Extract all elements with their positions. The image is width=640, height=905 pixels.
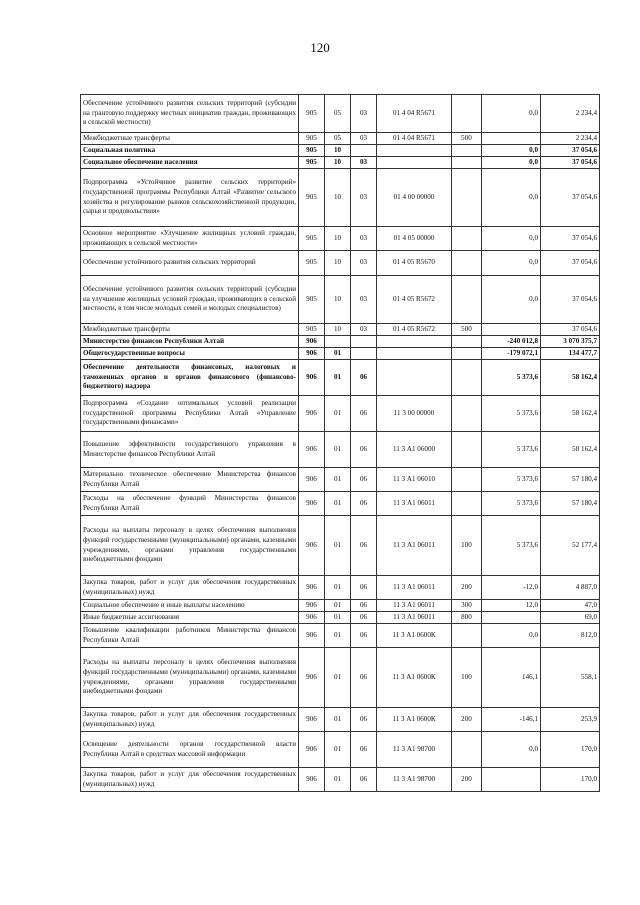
row-subsection-code — [351, 348, 377, 360]
row-amount-change — [482, 612, 541, 624]
row-amount-total: 37 054,6 — [541, 157, 600, 169]
row-target-article: 11 3 А1 06011 — [377, 516, 452, 576]
row-section-code: 01 — [325, 396, 351, 432]
row-grbs-code: 906 — [299, 612, 325, 624]
row-subsection-code: 03 — [351, 251, 377, 276]
row-amount-total: 170,0 — [541, 732, 600, 768]
row-subsection-code: 03 — [351, 95, 377, 133]
row-grbs-code: 905 — [299, 157, 325, 169]
row-amount-change: 5 373,6 — [482, 492, 541, 516]
row-expense-type: 800 — [452, 612, 482, 624]
row-name: Социальная политика — [81, 145, 299, 157]
row-expense-type — [452, 348, 482, 360]
row-expense-type — [452, 732, 482, 768]
row-amount-total: 37 054,6 — [541, 227, 600, 251]
table-row — [81, 600, 600, 612]
row-name: Повышение квалификации работников Министерства финансов Республики Алтай — [81, 624, 299, 648]
row-amount-change: 5 373,6 — [482, 360, 541, 396]
row-amount-total: 47,0 — [541, 600, 600, 612]
row-subsection-code: 03 — [351, 276, 377, 324]
row-section-code: 01 — [325, 612, 351, 624]
row-grbs-code: 906 — [299, 492, 325, 516]
row-amount-change: 5 373,6 — [482, 516, 541, 576]
row-grbs-code: 905 — [299, 145, 325, 157]
row-section-code: 01 — [325, 492, 351, 516]
table-row — [81, 396, 600, 432]
row-expense-type — [452, 169, 482, 227]
row-subsection-code: 06 — [351, 396, 377, 432]
row-section-code: 10 — [325, 145, 351, 157]
row-amount-total: 170,0 — [541, 768, 600, 792]
table-row — [81, 348, 600, 360]
row-target-article: 11 3 А1 06000 — [377, 432, 452, 468]
row-amount-total: 37 054,6 — [541, 324, 600, 336]
row-target-article: 11 3 А1 06010 — [377, 468, 452, 492]
row-amount-change: -12,0 — [482, 576, 541, 600]
row-amount-change: 0,0 — [482, 251, 541, 276]
table-row — [81, 432, 600, 468]
row-subsection-code: 06 — [351, 708, 377, 732]
row-section-code: 01 — [325, 648, 351, 708]
row-amount-total: 58 162,4 — [541, 360, 600, 396]
row-grbs-code: 905 — [299, 169, 325, 227]
row-section-code: 01 — [325, 600, 351, 612]
row-expense-type: 200 — [452, 708, 482, 732]
row-amount-total: 3 070 375,7 — [541, 336, 600, 348]
row-section-code: 10 — [325, 227, 351, 251]
row-grbs-code: 905 — [299, 324, 325, 336]
row-amount-total: 57 180,4 — [541, 492, 600, 516]
row-grbs-code: 906 — [299, 624, 325, 648]
row-grbs-code: 906 — [299, 600, 325, 612]
row-expense-type: 500 — [452, 133, 482, 145]
table-row — [81, 576, 600, 600]
row-subsection-code: 03 — [351, 133, 377, 145]
row-grbs-code: 906 — [299, 432, 325, 468]
row-section-code: 01 — [325, 360, 351, 396]
row-subsection-code — [351, 145, 377, 157]
row-expense-type — [452, 432, 482, 468]
table-row — [81, 145, 600, 157]
row-section-code: 01 — [325, 732, 351, 768]
row-section-code: 01 — [325, 624, 351, 648]
row-section-code: 01 — [325, 576, 351, 600]
row-amount-change: -179 072,1 — [482, 348, 541, 360]
row-expense-type — [452, 396, 482, 432]
table-row — [81, 708, 600, 732]
row-grbs-code: 906 — [299, 576, 325, 600]
row-amount-change: -240 012,8 — [482, 336, 541, 348]
row-expense-type: 300 — [452, 600, 482, 612]
row-amount-total: 57 180,4 — [541, 468, 600, 492]
table-row — [81, 157, 600, 169]
row-amount-total: 2 234,4 — [541, 133, 600, 145]
row-expense-type: 100 — [452, 516, 482, 576]
row-target-article: 11 3 А1 06011 — [377, 600, 452, 612]
row-amount-change: 0,0 — [482, 732, 541, 768]
row-section-code: 01 — [325, 432, 351, 468]
row-target-article: 11 3 А1 06011 — [377, 612, 452, 624]
table-row — [81, 732, 600, 768]
row-amount-change: 5 373,6 — [482, 396, 541, 432]
row-target-article — [377, 348, 452, 360]
row-name: Закупка товаров, работ и услуг для обеспечения государственных (муниципальных) нужд — [81, 768, 299, 792]
row-amount-total: 134 477,7 — [541, 348, 600, 360]
row-amount-change: 5 373,6 — [482, 468, 541, 492]
row-amount-change: 0,0 — [482, 95, 541, 133]
row-amount-total: 37 054,6 — [541, 276, 600, 324]
row-subsection-code: 06 — [351, 492, 377, 516]
row-section-code: 10 — [325, 251, 351, 276]
table-row — [81, 251, 600, 276]
row-target-article: 01 4 05 R5670 — [377, 251, 452, 276]
row-name: Закупка товаров, работ и услуг для обеспечения государственных (муниципальных) нужд — [81, 576, 299, 600]
row-name: Обеспечение устойчивого развития сельских территорий (субсидии на грантовую поддержку местных инициатив граждан, проживающих в сельской местности) — [81, 95, 299, 133]
row-target-article: 11 3 А1 98700 — [377, 768, 452, 792]
row-expense-type — [452, 336, 482, 348]
row-amount-change: 12,0 — [482, 600, 541, 612]
row-grbs-code: 906 — [299, 708, 325, 732]
row-expense-type: 100 — [452, 648, 482, 708]
row-grbs-code: 906 — [299, 732, 325, 768]
row-name: Общегосударственные вопросы — [81, 348, 299, 360]
row-amount-change — [482, 324, 541, 336]
row-name: Основное мероприятие «Улучшение жилищных условий граждан, проживающих в сельской местности» — [81, 227, 299, 251]
row-amount-total: 52 177,4 — [541, 516, 600, 576]
row-section-code: 10 — [325, 276, 351, 324]
row-subsection-code: 06 — [351, 768, 377, 792]
row-amount-total: 812,0 — [541, 624, 600, 648]
row-name: Обеспечение устойчивого развития сельских территорий — [81, 251, 299, 276]
row-amount-total: 253,9 — [541, 708, 600, 732]
row-target-article: 01 4 04 R5671 — [377, 95, 452, 133]
row-grbs-code: 906 — [299, 348, 325, 360]
row-expense-type: 500 — [452, 324, 482, 336]
row-amount-change: 0,0 — [482, 169, 541, 227]
row-target-article: 11 3 А1 0600К — [377, 624, 452, 648]
row-grbs-code: 906 — [299, 516, 325, 576]
row-target-article: 01 4 05 00000 — [377, 227, 452, 251]
page-number: 120 — [310, 40, 330, 55]
row-name: Межбюджетные трансферты — [81, 133, 299, 145]
row-amount-total: 2 234,4 — [541, 95, 600, 133]
row-target-article: 11 3 00 00000 — [377, 396, 452, 432]
row-name: Материально техническое обеспечение Министерства финансов Республики Алтай — [81, 468, 299, 492]
row-amount-total: 58 162,4 — [541, 396, 600, 432]
row-expense-type — [452, 492, 482, 516]
table-row — [81, 336, 600, 348]
row-amount-change: 0,0 — [482, 624, 541, 648]
row-amount-total: 58 162,4 — [541, 432, 600, 468]
row-amount-total: 37 054,6 — [541, 145, 600, 157]
row-section-code: 01 — [325, 468, 351, 492]
row-amount-total: 37 054,6 — [541, 251, 600, 276]
row-name: Повышение эффективности государственного управления в Министерстве финансов Республики Алтай — [81, 432, 299, 468]
row-name: Расходы на обеспечение функций Министерства финансов Республики Алтай — [81, 492, 299, 516]
row-section-code: 10 — [325, 169, 351, 227]
table-row — [81, 276, 600, 324]
row-subsection-code: 06 — [351, 612, 377, 624]
row-name: Обеспечение деятельности финансовых, налоговых и таможенных органов и органов финансового (финансово-бюджетного) надзора — [81, 360, 299, 396]
row-section-code: 10 — [325, 324, 351, 336]
row-name: Иные бюджетные ассигнования — [81, 612, 299, 624]
row-subsection-code: 03 — [351, 169, 377, 227]
row-expense-type — [452, 145, 482, 157]
row-subsection-code: 06 — [351, 468, 377, 492]
row-expense-type — [452, 360, 482, 396]
table-row — [81, 360, 600, 396]
row-grbs-code: 906 — [299, 336, 325, 348]
row-grbs-code: 906 — [299, 360, 325, 396]
row-expense-type — [452, 227, 482, 251]
row-expense-type — [452, 276, 482, 324]
row-name: Межбюджетные трансферты — [81, 324, 299, 336]
row-name: Освещение деятельности органов государственной власти Республики Алтай в средствах массовой информации — [81, 732, 299, 768]
table-row — [81, 169, 600, 227]
row-name: Подпрограмма «Создание оптимальных условий реализации государственной программы Республики Алтай «Управление государственными финансами» — [81, 396, 299, 432]
row-grbs-code: 905 — [299, 95, 325, 133]
row-target-article: 01 4 04 R5671 — [377, 133, 452, 145]
row-expense-type: 200 — [452, 576, 482, 600]
row-name: Социальное обеспечение и иные выплаты населению — [81, 600, 299, 612]
row-name: Обеспечение устойчивого развития сельских территорий (субсидии на улучшение жилищных условий граждан, проживающих в сельской местности, в том числе молодых семей и молодых специалистов) — [81, 276, 299, 324]
row-target-article: 01 4 05 R5672 — [377, 324, 452, 336]
row-subsection-code: 03 — [351, 324, 377, 336]
row-target-article: 11 3 А1 98700 — [377, 732, 452, 768]
table-row — [81, 227, 600, 251]
row-subsection-code: 06 — [351, 624, 377, 648]
table-row — [81, 95, 600, 133]
row-subsection-code: 06 — [351, 732, 377, 768]
row-subsection-code: 06 — [351, 360, 377, 396]
row-section-code: 01 — [325, 708, 351, 732]
row-subsection-code: 03 — [351, 157, 377, 169]
row-subsection-code: 06 — [351, 516, 377, 576]
row-grbs-code: 906 — [299, 396, 325, 432]
row-name: Закупка товаров, работ и услуг для обеспечения государственных (муниципальных) нужд — [81, 708, 299, 732]
row-name: Социальное обеспечение населения — [81, 157, 299, 169]
row-amount-change: 0,0 — [482, 227, 541, 251]
row-name: Расходы на выплаты персоналу в целях обеспечения выполнения функций государственными (муниципальными) органами, казенными учреждениями, органами управления государственными внебюджетными фондами — [81, 648, 299, 708]
row-amount-total: 69,0 — [541, 612, 600, 624]
row-target-article — [377, 360, 452, 396]
table-row — [81, 516, 600, 576]
row-grbs-code: 906 — [299, 768, 325, 792]
row-subsection-code: 06 — [351, 432, 377, 468]
row-grbs-code: 905 — [299, 276, 325, 324]
row-section-code: 05 — [325, 133, 351, 145]
row-section-code: 10 — [325, 157, 351, 169]
budget-table-body — [81, 95, 600, 792]
row-amount-total: 37 054,6 — [541, 169, 600, 227]
row-expense-type — [452, 157, 482, 169]
row-subsection-code: 06 — [351, 648, 377, 708]
row-expense-type — [452, 251, 482, 276]
row-grbs-code: 906 — [299, 648, 325, 708]
row-expense-type — [452, 95, 482, 133]
table-row — [81, 492, 600, 516]
row-name: Расходы на выплаты персоналу в целях обеспечения выполнения функций государственными (муниципальными) органами, казенными учреждениями, органами управления государственными внебюджетными фондами — [81, 516, 299, 576]
row-grbs-code: 905 — [299, 227, 325, 251]
table-row — [81, 768, 600, 792]
row-section-code: 05 — [325, 95, 351, 133]
row-section-code — [325, 336, 351, 348]
row-target-article: 01 4 00 00000 — [377, 169, 452, 227]
table-row — [81, 324, 600, 336]
row-target-article: 11 3 А1 06011 — [377, 492, 452, 516]
table-row — [81, 133, 600, 145]
row-name: Министерство финансов Республики Алтай — [81, 336, 299, 348]
row-amount-total: 558,1 — [541, 648, 600, 708]
row-target-article: 11 3 А1 0600К — [377, 648, 452, 708]
budget-table — [80, 94, 600, 792]
row-target-article: 01 4 05 R5672 — [377, 276, 452, 324]
row-section-code: 01 — [325, 516, 351, 576]
row-amount-change: 146,1 — [482, 648, 541, 708]
row-subsection-code: 03 — [351, 227, 377, 251]
row-section-code: 01 — [325, 348, 351, 360]
row-subsection-code: 06 — [351, 576, 377, 600]
row-target-article — [377, 157, 452, 169]
row-target-article — [377, 145, 452, 157]
row-subsection-code — [351, 336, 377, 348]
row-grbs-code: 905 — [299, 133, 325, 145]
row-amount-change — [482, 768, 541, 792]
row-amount-total: 4 887,0 — [541, 576, 600, 600]
row-amount-change — [482, 133, 541, 145]
row-amount-change: -146,1 — [482, 708, 541, 732]
row-target-article: 11 3 А1 06011 — [377, 576, 452, 600]
row-amount-change: 0,0 — [482, 145, 541, 157]
row-expense-type — [452, 624, 482, 648]
row-subsection-code: 06 — [351, 600, 377, 612]
row-expense-type — [452, 468, 482, 492]
row-grbs-code: 905 — [299, 251, 325, 276]
row-expense-type: 200 — [452, 768, 482, 792]
row-target-article: 11 3 А1 0600К — [377, 708, 452, 732]
row-amount-change: 5 373,6 — [482, 432, 541, 468]
row-amount-change: 0,0 — [482, 276, 541, 324]
row-grbs-code: 906 — [299, 468, 325, 492]
row-target-article — [377, 336, 452, 348]
table-row — [81, 624, 600, 648]
table-row — [81, 648, 600, 708]
row-amount-change: 0,0 — [482, 157, 541, 169]
table-row — [81, 468, 600, 492]
table-row — [81, 612, 600, 624]
row-name: Подпрограмма «Устойчивое развитие сельских территорий» государственной программы Республики Алтай «Развитие сельского хозяйства и регулирование рынков сельскохозяйственной продукции, сырья и продовольствия» — [81, 169, 299, 227]
row-section-code: 01 — [325, 768, 351, 792]
